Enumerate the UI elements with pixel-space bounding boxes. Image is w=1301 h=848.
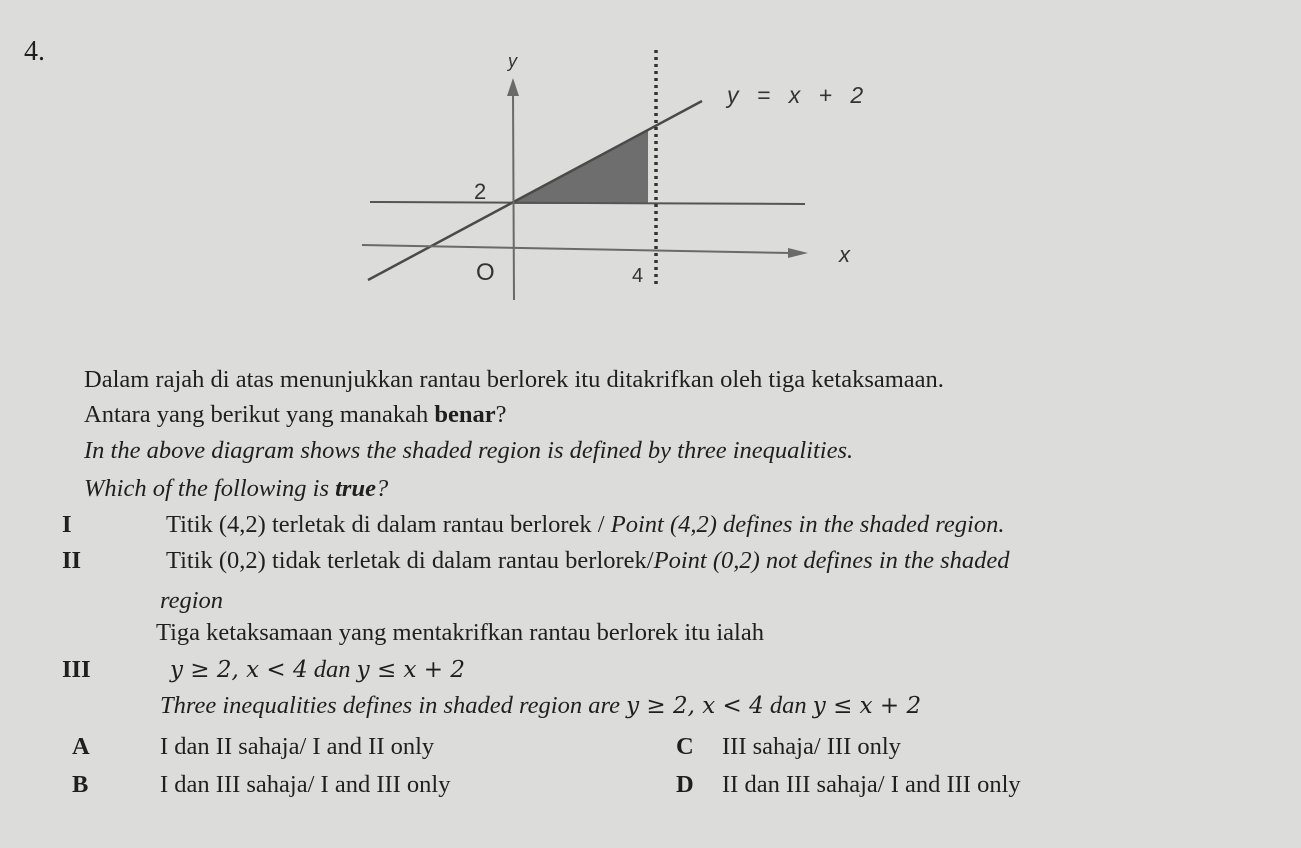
- option-a-letter: A: [72, 733, 90, 760]
- statement-iii-math-c: y ≥ 2, x < 4: [626, 693, 764, 719]
- x-axis-label: x: [839, 242, 850, 267]
- y-axis: [513, 92, 514, 300]
- intro-malay-qmark: ?: [495, 401, 507, 428]
- option-c-text[interactable]: III sahaja/ III only: [722, 733, 901, 760]
- intro-english-line-2: [84, 475, 388, 503]
- line-y-equals-x-plus-2: [368, 101, 702, 280]
- statement-iii-inequalities: [170, 656, 465, 684]
- option-a-text[interactable]: I dan II sahaja/ I and II only: [160, 733, 435, 760]
- intro-malay-emphasis: benar: [434, 401, 496, 428]
- option-c-letter: C: [676, 733, 694, 760]
- option-b-letter: B: [72, 771, 89, 798]
- intro-english-emphasis: true: [335, 475, 376, 502]
- statement-ii-malay: Titik (0,2) tidak terletak di dalam rantau berlorek/: [166, 547, 654, 574]
- intro-malay-line-1: Dalam rajah di atas menunjukkan rantau berlorek itu ditakrifkan oleh tiga ketaksamaan.: [84, 366, 944, 393]
- statement-i-english: Point (4,2) defines in the shaded region.: [610, 511, 1005, 538]
- intro-english-qmark: ?: [375, 475, 389, 502]
- statement-i: [166, 511, 1004, 539]
- statement-ii-english: Point (0,2) not defines in the shaded: [653, 547, 1010, 574]
- line-y-equals-2: [370, 202, 805, 204]
- origin-label: O: [476, 259, 495, 286]
- intro-english-line-2-text: Which of the following is: [84, 475, 336, 502]
- question-number: 4.: [24, 36, 45, 67]
- y-tick-label: 2: [474, 179, 487, 204]
- statement-iii-math-d: y ≤ x + 2: [812, 693, 922, 719]
- inequality-diagram: [0, 0, 1301, 340]
- option-d-letter: D: [676, 771, 694, 798]
- option-d-text[interactable]: II dan III sahaja/ I and III only: [722, 771, 1021, 798]
- statement-iii-malay-intro: Tiga ketaksamaan yang mentakrifkan rantau berlorek itu ialah: [156, 619, 764, 646]
- statement-iii-dan-2: dan: [763, 692, 813, 719]
- statement-iii-dan: dan: [307, 656, 357, 683]
- option-b-text[interactable]: I dan III sahaja/ I and III only: [160, 771, 451, 798]
- statement-ii-english-cont: region: [160, 587, 224, 614]
- statement-iii-english-text: Three inequalities defines in shaded region are: [160, 692, 627, 719]
- y-axis-label: y: [508, 51, 517, 71]
- statement-iii-math-a: y ≥ 2, x < 4: [170, 657, 308, 683]
- statement-iii-math-b: y ≤ x + 2: [356, 657, 466, 683]
- statement-iii-english: [160, 692, 921, 720]
- intro-malay-line-2-text: Antara yang berikut yang manakah: [84, 401, 435, 428]
- x-tick-label: 4: [632, 265, 644, 287]
- y-axis-arrow: [507, 78, 519, 96]
- line-equation-label: y = x + 2: [727, 82, 870, 108]
- statement-iii-numeral: III: [62, 656, 91, 683]
- statement-i-malay: Titik (4,2) terletak di dalam rantau berlorek /: [166, 511, 611, 538]
- statement-ii-numeral: II: [62, 547, 82, 574]
- statement-ii: [166, 547, 1009, 575]
- intro-malay-line-2: [84, 401, 506, 429]
- intro-english-line-1: In the above diagram shows the shaded region is defined by three inequalities.: [84, 437, 854, 464]
- x-axis-arrow: [788, 248, 808, 258]
- statement-i-numeral: I: [62, 511, 72, 538]
